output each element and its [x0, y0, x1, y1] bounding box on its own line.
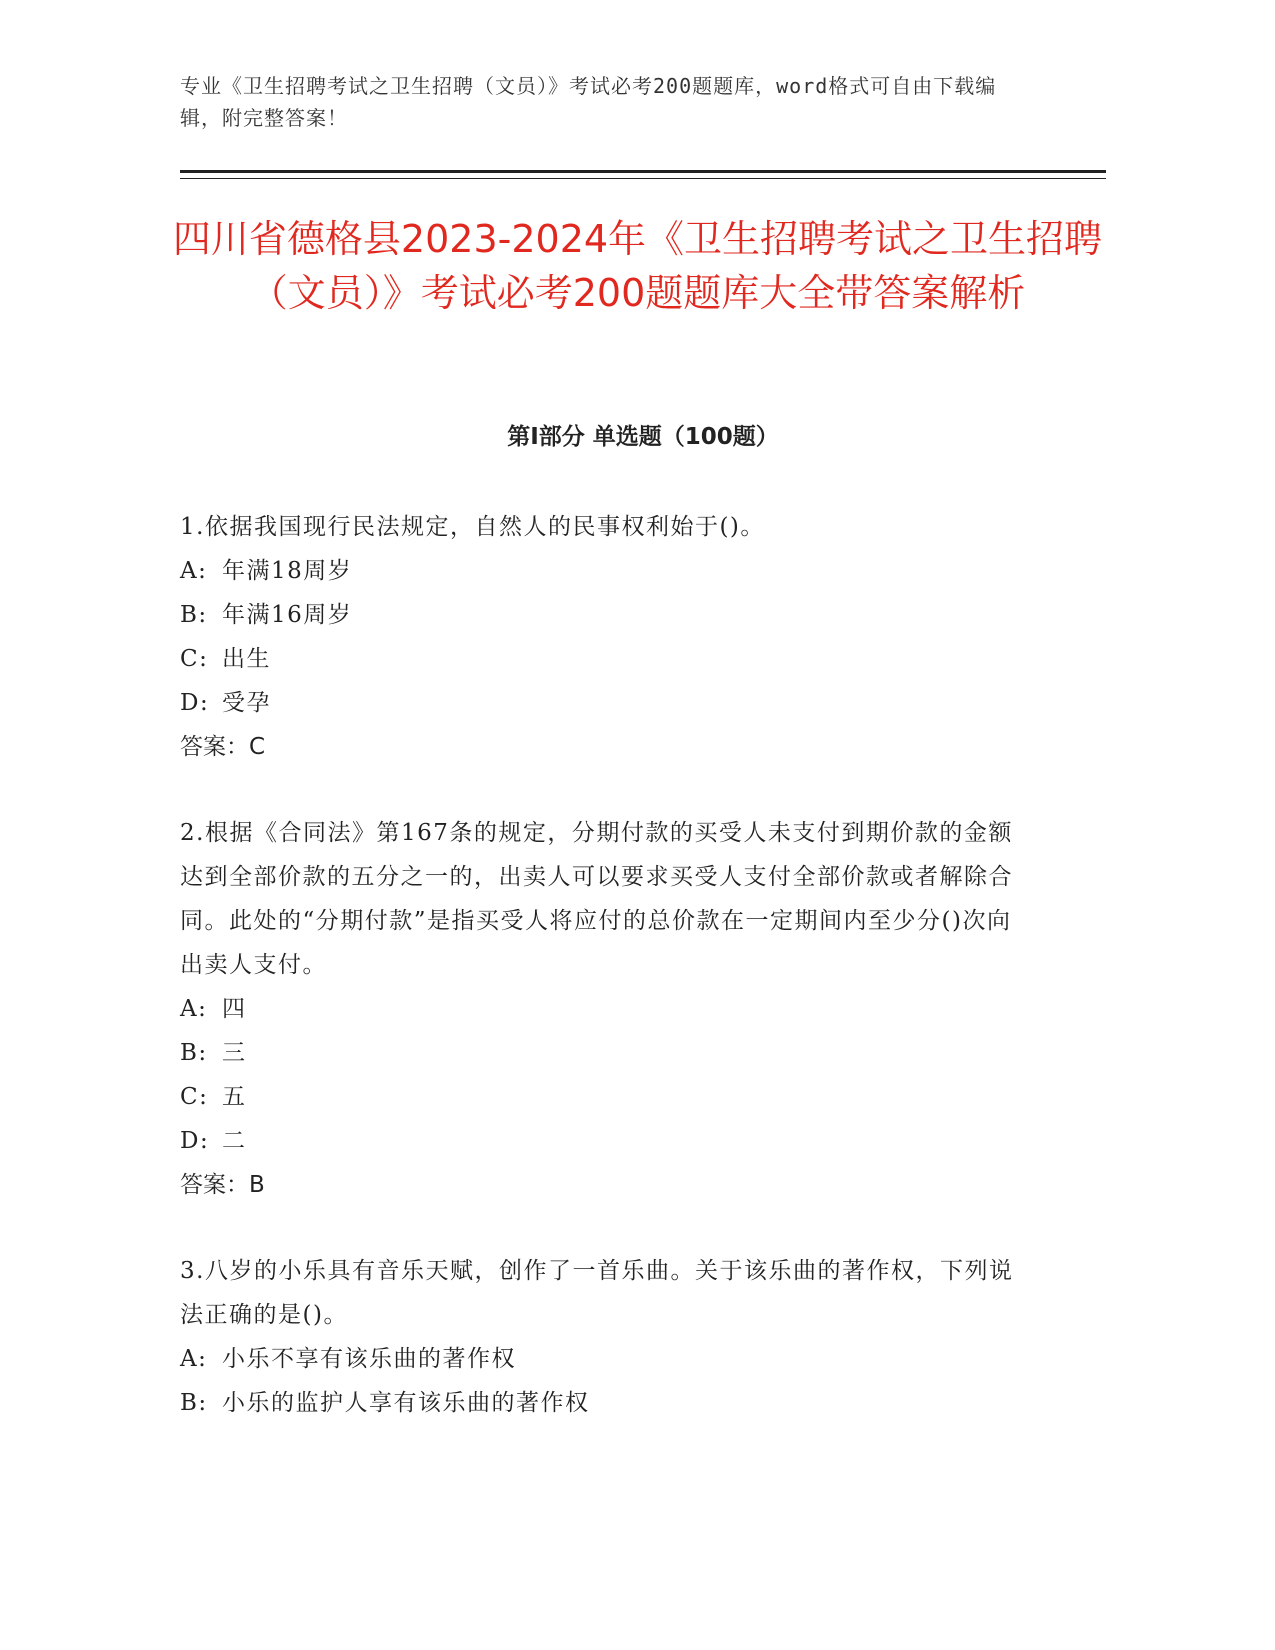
option-text: 年满16周岁: [222, 602, 353, 628]
section-heading: 第Ⅰ部分 单选题（100题）: [507, 424, 779, 450]
option-text: 受孕: [222, 690, 271, 716]
option-key: B:: [180, 1040, 208, 1066]
question-list: [180, 505, 1020, 1467]
option-key: A:: [180, 558, 208, 584]
option-a: [180, 549, 1020, 593]
document-title: 四川省德格县2023-2024年《卫生招聘考试之卫生招聘（文员）》考试必考200题题库大全带答案解析: [172, 217, 1103, 315]
header-note: 专业《卫生招聘考试之卫生招聘（文员）》考试必考200题题库，word格式可自由下载编辑，附完整答案！: [180, 74, 997, 130]
option-text: 小乐的监护人享有该乐曲的著作权: [222, 1390, 590, 1416]
option-key: C:: [180, 646, 209, 672]
option-b: [180, 1031, 1020, 1075]
option-a: [180, 1337, 1020, 1381]
option-key: B:: [180, 1390, 208, 1416]
option-key: A:: [180, 1346, 208, 1372]
option-b: [180, 593, 1020, 637]
question-2: [180, 811, 1020, 1207]
answer-line: 答案：C: [180, 734, 266, 760]
question-1: [180, 505, 1020, 769]
option-a: [180, 987, 1020, 1031]
question-stem: 1.依据我国现行民法规定，自然人的民事权利始于()。: [180, 514, 765, 540]
question-stem: 2.根据《合同法》第167条的规定，分期付款的买受人未支付到期价款的金额达到全部价款的五分之一的，出卖人可以要求买受人支付全部价款或者解除合同。此处的“分期付款”是指买受人将应付的总价款在一定期间内至少分()次向出卖人支付。: [180, 820, 1013, 978]
option-c: [180, 1075, 1020, 1119]
option-key: D:: [180, 1128, 210, 1154]
option-b: [180, 1381, 1020, 1425]
header-divider-thin: [180, 178, 1106, 179]
option-text: 四: [222, 996, 247, 1022]
option-d: [180, 1119, 1020, 1163]
question-3: [180, 1249, 1020, 1425]
option-text: 五: [222, 1084, 247, 1110]
option-key: D:: [180, 690, 210, 716]
answer-line: 答案：B: [180, 1172, 265, 1198]
option-key: A:: [180, 996, 208, 1022]
option-d: [180, 681, 1020, 725]
option-c: [180, 637, 1020, 681]
option-text: 出生: [222, 646, 271, 672]
option-text: 三: [222, 1040, 247, 1066]
option-text: 小乐不享有该乐曲的著作权: [222, 1346, 516, 1372]
option-key: B:: [180, 602, 208, 628]
question-stem: 3.八岁的小乐具有音乐天赋，创作了一首乐曲。关于该乐曲的著作权，下列说法正确的是()。: [180, 1258, 1014, 1328]
option-text: 年满18周岁: [222, 558, 353, 584]
option-key: C:: [180, 1084, 209, 1110]
option-text: 二: [222, 1128, 247, 1154]
header-divider-thick: [180, 170, 1106, 173]
